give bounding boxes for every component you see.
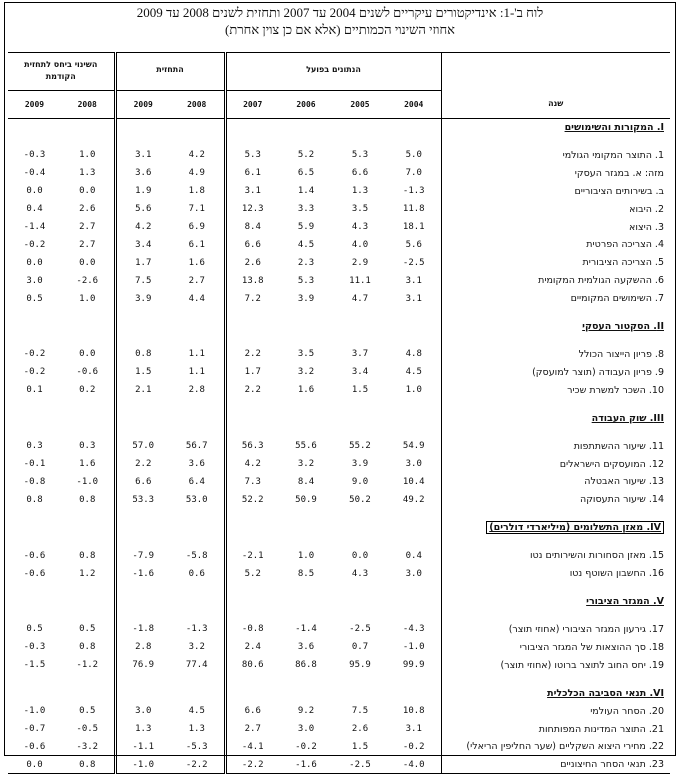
- value-cell: 1.4: [297, 186, 315, 197]
- value-cell: -1.6: [115, 565, 170, 583]
- value-cell: 5.3: [351, 150, 369, 161]
- value-cell: 3.6: [297, 642, 315, 653]
- value-cell: -5.3: [185, 741, 208, 752]
- value-cell: 4.2: [188, 150, 205, 161]
- table-row: [8, 363, 670, 381]
- value-cell: 50.9: [295, 494, 317, 505]
- value-cell: 5.3: [297, 275, 315, 286]
- table-row: [8, 756, 670, 774]
- value-cell: 2.2: [225, 346, 279, 364]
- value-cell: 6.6: [225, 702, 279, 720]
- value-cell: 1.1: [188, 367, 205, 378]
- row-label: 13. שיעור האבטלה: [441, 473, 670, 491]
- value-cell: 1.3: [115, 720, 170, 738]
- value-cell: 5.6: [405, 239, 422, 250]
- row-label: 11. שיעור ההשתתפות: [441, 437, 670, 455]
- section-heading: [441, 119, 670, 137]
- value-cell: -1.3: [402, 186, 425, 197]
- table-row: [8, 455, 670, 473]
- value-cell: 1.6: [79, 459, 96, 470]
- value-cell: 1.6: [297, 385, 315, 396]
- value-cell: -1.1: [115, 738, 170, 756]
- value-cell: 4.8: [405, 349, 422, 360]
- value-cell: 3.5: [297, 349, 315, 360]
- value-cell: 0.0: [8, 756, 61, 774]
- value-cell: 3.2: [297, 459, 315, 470]
- value-cell: 1.8: [188, 186, 205, 197]
- value-cell: 3.1: [405, 293, 422, 304]
- header-row-label: שנה: [441, 53, 670, 119]
- value-cell: 7.2: [225, 290, 279, 308]
- row-label: 4. הצריכה הפרטית: [441, 236, 670, 254]
- row-label: 16. החשבון השוטף נטו: [441, 565, 670, 583]
- spacer-row: [8, 399, 670, 409]
- table-row: [8, 702, 670, 720]
- row-label: 22. מחירי היצוא השקליים (שער החליפין הריאלי): [441, 738, 670, 756]
- value-cell: 3.9: [297, 293, 315, 304]
- header-forecast: התחזית: [115, 53, 225, 91]
- value-cell: 4.3: [351, 222, 369, 232]
- value-cell: 6.4: [188, 476, 205, 487]
- value-cell: 1.0: [297, 550, 315, 561]
- value-cell: 95.9: [349, 660, 371, 671]
- value-cell: -0.3: [23, 642, 46, 653]
- value-cell: 80.6: [225, 656, 279, 674]
- value-cell: 0.3: [26, 441, 43, 452]
- row-label: מזה: א. במגזר העסקי: [441, 164, 670, 182]
- table-row: [8, 254, 670, 272]
- value-cell: -2.5: [402, 257, 425, 268]
- value-cell: 3.0: [405, 459, 422, 470]
- value-cell: 4.5: [405, 367, 422, 378]
- value-cell: 7.5: [115, 272, 170, 290]
- value-cell: -4.1: [225, 738, 279, 756]
- table-row: [8, 272, 670, 290]
- value-cell: 0.5: [79, 624, 96, 635]
- value-cell: 7.1: [188, 204, 205, 215]
- value-cell: 1.6: [188, 257, 205, 268]
- value-cell: 0.8: [26, 494, 43, 505]
- value-cell: 1.3: [188, 724, 205, 735]
- value-cell: -0.2: [295, 741, 317, 752]
- section-heading: [441, 409, 670, 427]
- value-cell: 4.7: [351, 293, 369, 304]
- value-cell: 8.5: [297, 568, 315, 579]
- year-header: 2009: [115, 91, 170, 119]
- spacer-row: [8, 427, 670, 437]
- section-heading-text: II. הסקטור העסקי: [582, 321, 664, 333]
- value-cell: 4.4: [188, 293, 205, 304]
- value-cell: 0.1: [26, 385, 43, 396]
- value-cell: -0.2: [23, 349, 46, 360]
- value-cell: -1.5: [23, 660, 46, 671]
- value-cell: 6.9: [188, 222, 205, 232]
- value-cell: 0.5: [79, 706, 96, 717]
- section-heading-text: V. המגזר הציבורי: [586, 596, 664, 608]
- value-cell: 1.9: [115, 182, 170, 200]
- value-cell: -1.6: [279, 756, 333, 774]
- value-cell: 1.1: [188, 349, 205, 360]
- table-row: [8, 290, 670, 308]
- row-label: 7. השימושים המקומיים: [441, 290, 670, 308]
- value-cell: 0.8: [79, 642, 96, 653]
- table-row: [8, 346, 670, 364]
- value-cell: 0.0: [26, 257, 43, 268]
- section-heading-text: IV. מאזן התשלומים (מיליארדי דולרים): [486, 521, 664, 534]
- value-cell: 2.6: [225, 254, 279, 272]
- value-cell: -0.6: [76, 367, 99, 378]
- value-cell: -0.8: [225, 621, 279, 639]
- value-cell: 3.9: [115, 290, 170, 308]
- value-cell: 10.4: [402, 476, 425, 487]
- row-label: 3. היצוא: [441, 218, 670, 236]
- section-row: [8, 119, 670, 137]
- value-cell: 12.3: [225, 200, 279, 218]
- year-header: 2008: [61, 91, 115, 119]
- value-cell: 11.8: [402, 204, 425, 215]
- section-row: [8, 519, 670, 537]
- value-cell: 77.4: [185, 660, 208, 671]
- value-cell: 3.6: [115, 164, 170, 182]
- value-cell: 6.1: [188, 239, 205, 250]
- value-cell: 2.1: [115, 381, 170, 399]
- row-label: 17. גירעון המגזר הציבורי (אחוזי תוצר): [441, 621, 670, 639]
- value-cell: 3.5: [351, 204, 369, 215]
- value-cell: 4.3: [351, 568, 369, 579]
- value-cell: 4.5: [188, 706, 205, 717]
- value-cell: -1.2: [76, 660, 99, 671]
- value-cell: 2.4: [225, 638, 279, 656]
- row-label: 2. היבוא: [441, 200, 670, 218]
- value-cell: 1.0: [79, 150, 96, 161]
- table-row: [8, 656, 670, 674]
- value-cell: 1.5: [351, 741, 369, 752]
- table-row: [8, 621, 670, 639]
- table-row: [8, 182, 670, 200]
- value-cell: -2.2: [170, 756, 225, 774]
- value-cell: 1.7: [115, 254, 170, 272]
- value-cell: 18.1: [402, 222, 425, 232]
- section-row: [8, 318, 670, 336]
- value-cell: 56.7: [185, 441, 208, 452]
- section-heading-text: III. שוק העבודה: [591, 412, 664, 424]
- value-cell: 0.8: [115, 346, 170, 364]
- spacer-row: [8, 583, 670, 593]
- table-row: [8, 565, 670, 583]
- value-cell: 1.0: [79, 293, 96, 304]
- value-cell: 1.0: [405, 385, 422, 396]
- value-cell: 4.5: [297, 239, 315, 250]
- value-cell: 50.2: [349, 494, 371, 505]
- value-cell: 2.2: [115, 455, 170, 473]
- value-cell: 2.3: [297, 257, 315, 268]
- value-cell: 3.9: [351, 459, 369, 470]
- value-cell: 1.3: [79, 168, 96, 179]
- value-cell: 0.8: [79, 550, 96, 561]
- year-header: 2008: [170, 91, 225, 119]
- row-label: 10. השכר למשרת שכיר: [441, 381, 670, 399]
- value-cell: 0.4: [26, 204, 43, 215]
- value-cell: 4.2: [225, 455, 279, 473]
- value-cell: -0.7: [23, 724, 46, 735]
- year-header: 2005: [333, 91, 387, 119]
- spacer-row: [8, 674, 670, 684]
- table-row: [8, 547, 670, 565]
- value-cell: 0.8: [61, 756, 115, 774]
- value-cell: 3.0: [26, 275, 43, 286]
- value-cell: 5.3: [225, 147, 279, 165]
- value-cell: 5.2: [225, 565, 279, 583]
- value-cell: 11.1: [349, 275, 371, 286]
- value-cell: 2.6: [351, 724, 369, 735]
- row-label: ב. בשירותים הציבוריים: [441, 182, 670, 200]
- value-cell: -1.0: [402, 642, 425, 653]
- table-row: [8, 720, 670, 738]
- row-label: 23. תנאי הסחר החיצוניים: [441, 756, 670, 774]
- value-cell: -0.4: [23, 168, 46, 179]
- value-cell: 7.5: [351, 706, 369, 717]
- section-heading-text: VI. תנאי הסביבה הכלכלית: [547, 687, 664, 699]
- value-cell: 3.2: [188, 642, 205, 653]
- value-cell: -0.2: [23, 239, 46, 250]
- value-cell: 9.2: [297, 706, 315, 717]
- value-cell: 0.5: [26, 624, 43, 635]
- value-cell: 5.2: [297, 150, 315, 161]
- value-cell: 0.2: [79, 385, 96, 396]
- value-cell: 4.9: [188, 168, 205, 179]
- value-cell: 2.8: [115, 638, 170, 656]
- value-cell: -4.0: [387, 756, 441, 774]
- value-cell: 1.3: [351, 186, 369, 197]
- row-label: 9. פריון העבודה (תוצר למועסק): [441, 363, 670, 381]
- spacer-row: [8, 537, 670, 547]
- value-cell: -1.0: [76, 476, 99, 487]
- value-cell: 0.0: [26, 186, 43, 197]
- row-label: 18. סך ההוצאות של המגזר הציבורי: [441, 638, 670, 656]
- row-label: 15. מאזן הסחורות והשירותים נטו: [441, 547, 670, 565]
- value-cell: 6.6: [351, 168, 369, 179]
- value-cell: 7.0: [405, 168, 422, 179]
- value-cell: 3.7: [351, 349, 369, 360]
- value-cell: 3.2: [297, 367, 315, 378]
- row-label: 6. ההשקעה הגולמית המקומית: [441, 272, 670, 290]
- value-cell: 99.9: [402, 660, 425, 671]
- value-cell: 5.9: [297, 222, 315, 232]
- value-cell: 55.6: [295, 441, 317, 452]
- value-cell: 0.3: [79, 441, 96, 452]
- table-row: [8, 147, 670, 165]
- value-cell: 49.2: [402, 494, 425, 505]
- value-cell: -7.9: [115, 547, 170, 565]
- value-cell: 3.6: [188, 459, 205, 470]
- value-cell: 3.4: [115, 236, 170, 254]
- value-cell: -1.4: [295, 624, 317, 635]
- value-cell: -1.0: [23, 706, 46, 717]
- value-cell: 10.8: [402, 706, 425, 717]
- value-cell: 7.3: [225, 473, 279, 491]
- value-cell: 57.0: [115, 437, 170, 455]
- value-cell: 53.3: [115, 491, 170, 509]
- value-cell: 54.9: [402, 441, 425, 452]
- row-label: 19. יחס החוב לתוצר ברוטו (אחוזי תוצר): [441, 656, 670, 674]
- indicators-table: [8, 52, 670, 774]
- value-cell: 0.6: [188, 568, 205, 579]
- value-cell: 0.4: [405, 550, 422, 561]
- value-cell: 2.7: [79, 239, 96, 250]
- value-cell: 0.0: [79, 257, 96, 268]
- value-cell: 1.5: [351, 385, 369, 396]
- value-cell: -1.3: [185, 624, 208, 635]
- value-cell: -3.2: [76, 741, 99, 752]
- header-revision: השינוי ביחס לתחזית הקודמת: [8, 53, 115, 91]
- value-cell: 3.1: [405, 724, 422, 735]
- value-cell: 0.0: [79, 349, 96, 360]
- table-subtitle: אחוזי השינוי הכמותיים (אלא אם כן צוין אחרת): [225, 22, 455, 37]
- value-cell: 55.2: [349, 441, 371, 452]
- value-cell: 2.7: [79, 222, 96, 232]
- value-cell: 8.4: [297, 476, 315, 487]
- year-header: 2004: [387, 91, 441, 119]
- value-cell: -0.2: [23, 367, 46, 378]
- value-cell: 1.2: [79, 568, 96, 579]
- table-row: [8, 638, 670, 656]
- value-cell: -0.3: [23, 150, 46, 161]
- table-row: [8, 218, 670, 236]
- value-cell: 52.2: [225, 491, 279, 509]
- value-cell: -0.6: [23, 741, 46, 752]
- table-row: [8, 473, 670, 491]
- value-cell: -1.4: [23, 222, 46, 232]
- section-heading-text: I. המקורות והשימושים: [564, 122, 664, 134]
- spacer-row: [8, 336, 670, 346]
- section-heading: [441, 519, 670, 537]
- value-cell: 2.9: [351, 257, 369, 268]
- value-cell: 3.3: [297, 204, 315, 215]
- value-cell: 86.8: [295, 660, 317, 671]
- value-cell: -0.5: [76, 724, 99, 735]
- value-cell: 2.7: [225, 720, 279, 738]
- value-cell: 3.1: [225, 182, 279, 200]
- value-cell: -2.6: [76, 275, 99, 286]
- section-heading: [441, 318, 670, 336]
- value-cell: -1.8: [115, 621, 170, 639]
- table-row: [8, 738, 670, 756]
- value-cell: -4.3: [402, 624, 425, 635]
- value-cell: -0.6: [23, 568, 46, 579]
- value-cell: 5.0: [405, 150, 422, 161]
- spacer-row: [8, 611, 670, 621]
- table-title: לוח ב'-1: אינדיקטורים עיקריים לשנים 2004 עד 2007 ותחזית לשנים 2008 עד 2009: [136, 5, 544, 20]
- value-cell: 3.4: [351, 367, 369, 378]
- value-cell: -0.2: [402, 741, 425, 752]
- value-cell: 9.0: [351, 476, 369, 487]
- year-header: 2007: [225, 91, 279, 119]
- table-row: [8, 381, 670, 399]
- value-cell: 8.4: [225, 218, 279, 236]
- year-header: 2006: [279, 91, 333, 119]
- section-row: [8, 593, 670, 611]
- row-label: 1. התוצר המקומי הגולמי: [441, 147, 670, 165]
- value-cell: 0.5: [26, 293, 43, 304]
- value-cell: -0.1: [23, 459, 46, 470]
- value-cell: 6.5: [297, 168, 315, 179]
- value-cell: 13.8: [225, 272, 279, 290]
- table-row: [8, 437, 670, 455]
- value-cell: 5.6: [115, 200, 170, 218]
- value-cell: 56.3: [225, 437, 279, 455]
- value-cell: 3.1: [405, 275, 422, 286]
- value-cell: -2.5: [349, 624, 371, 635]
- row-label: 5. הצריכה הציבורית: [441, 254, 670, 272]
- value-cell: 0.0: [79, 186, 96, 197]
- value-cell: 1.5: [115, 363, 170, 381]
- value-cell: 3.1: [115, 147, 170, 165]
- value-cell: -5.8: [185, 550, 208, 561]
- value-cell: 53.0: [185, 494, 208, 505]
- spacer-row: [8, 509, 670, 519]
- table-row: [8, 164, 670, 182]
- table-row: [8, 200, 670, 218]
- value-cell: 3.0: [405, 568, 422, 579]
- table-row: [8, 491, 670, 509]
- value-cell: 2.6: [79, 204, 96, 215]
- header-actual: הנתונים בפועל: [225, 53, 441, 91]
- value-cell: 3.0: [115, 702, 170, 720]
- section-heading: [441, 684, 670, 702]
- row-label: 20. הסחר העולמי: [441, 702, 670, 720]
- value-cell: 2.2: [225, 381, 279, 399]
- value-cell: 4.0: [351, 239, 369, 250]
- row-label: 14. שיעור התעסוקה: [441, 491, 670, 509]
- row-label: 21. התוצר המדינות המפותחות: [441, 720, 670, 738]
- value-cell: 1.7: [225, 363, 279, 381]
- section-row: [8, 409, 670, 427]
- value-cell: -2.5: [333, 756, 387, 774]
- spacer-row: [8, 308, 670, 318]
- value-cell: 0.7: [351, 642, 369, 653]
- value-cell: -2.2: [225, 756, 279, 774]
- row-label: 8. פריון הייצור הכולל: [441, 346, 670, 364]
- value-cell: 3.0: [297, 724, 315, 735]
- year-header: 2009: [8, 91, 61, 119]
- value-cell: 2.8: [188, 385, 205, 396]
- value-cell: -0.8: [23, 476, 46, 487]
- value-cell: 6.1: [225, 164, 279, 182]
- value-cell: -0.6: [23, 550, 46, 561]
- spacer-row: [8, 137, 670, 147]
- value-cell: -1.0: [115, 756, 170, 774]
- row-label: 12. המועסקים הישראלים: [441, 455, 670, 473]
- section-heading: [441, 593, 670, 611]
- value-cell: 6.6: [225, 236, 279, 254]
- value-cell: 0.0: [351, 550, 369, 561]
- value-cell: -2.1: [225, 547, 279, 565]
- table-row: [8, 236, 670, 254]
- value-cell: 6.6: [115, 473, 170, 491]
- value-cell: 76.9: [115, 656, 170, 674]
- value-cell: 4.2: [115, 218, 170, 236]
- value-cell: 2.7: [188, 275, 205, 286]
- value-cell: 0.8: [79, 494, 96, 505]
- section-row: [8, 684, 670, 702]
